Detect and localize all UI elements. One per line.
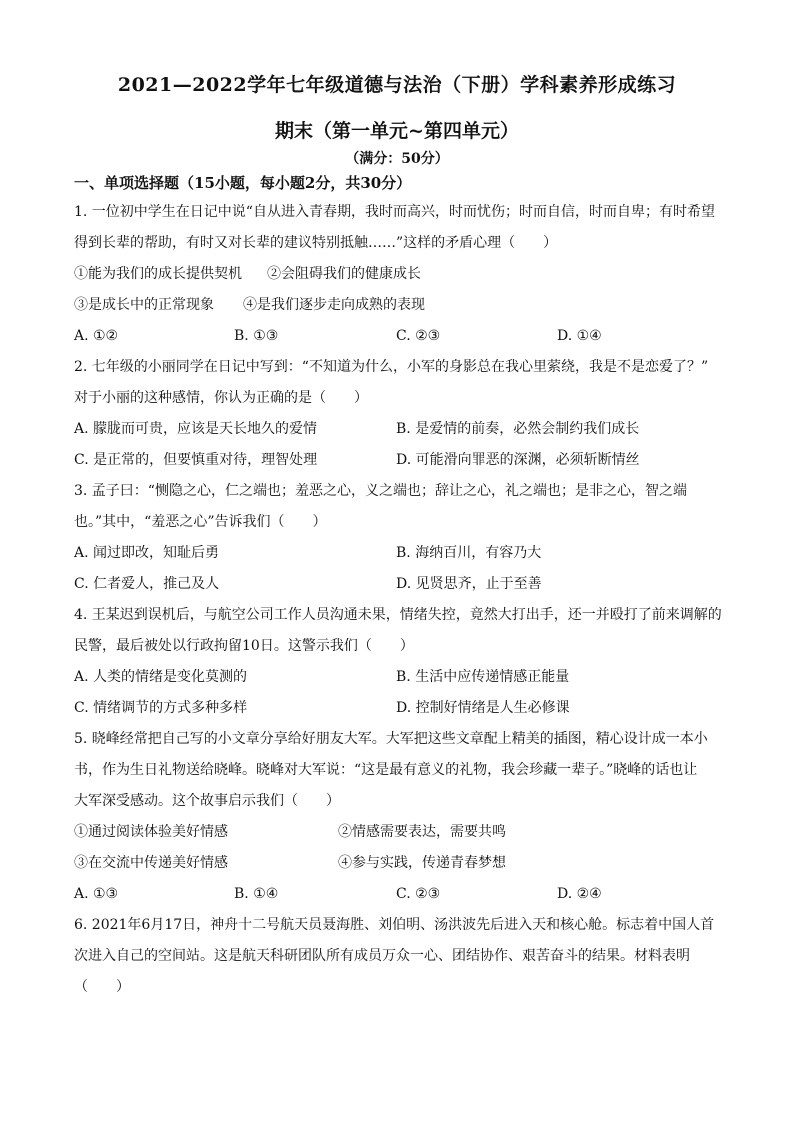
exam-subtitle: 期末（第一单元~第四单元） bbox=[275, 120, 519, 142]
q4-option-d: D. 控制好情绪是人生必修课 bbox=[396, 700, 570, 716]
q5-option-c: C. ②③ bbox=[396, 886, 441, 902]
q3-stem-line1: 3. 孟子曰：“恻隐之心，仁之端也；羞恶之心，义之端也；辞让之心，礼之端也；是非之心，智之端 bbox=[74, 483, 687, 499]
q2-option-c: C. 是正常的，但要慎重对待，理智处理 bbox=[74, 452, 318, 468]
q1-stem-line1: 1. 一位初中学生在日记中说“自从进入青春期，我时而高兴，时而忧伤；时而自信，时而自卑；有时希望 bbox=[74, 204, 715, 220]
q4-option-b: B. 生活中应传递情感正能量 bbox=[396, 669, 570, 685]
q1-stem-line2: 得到长辈的帮助，有时又对长辈的建议特别抵触……”这样的矛盾心理（ ） bbox=[74, 235, 558, 251]
q5-stem-line1: 5. 晓峰经常把自己写的小文章分享给好朋友大军。大军把这些文章配上精美的插图，精心设计成一本小 bbox=[74, 731, 708, 747]
q4-option-c: C. 情绪调节的方式多种多样 bbox=[74, 700, 248, 716]
q3-option-d: D. 见贤思齐，止于至善 bbox=[396, 576, 542, 592]
q3-stem-line2: 也。”其中，“羞恶之心”告诉我们（ ） bbox=[74, 514, 327, 530]
q1-statement-1: ①能为我们的成长提供契机 bbox=[74, 266, 242, 282]
q1-statement-4: ④是我们逐步走向成熟的表现 bbox=[243, 297, 425, 313]
q2-stem-line2: 对于小丽的这种感情，你认为正确的是（ ） bbox=[74, 390, 368, 406]
q5-stem-line2: 书，作为生日礼物送给晓峰。晓峰对大军说：“这是最有意义的礼物，我会珍藏一辈子。”晓峰的话也让 bbox=[74, 762, 698, 778]
q2-option-a: A. 朦胧而可贵，应该是天长地久的爱情 bbox=[74, 421, 318, 437]
q4-stem-line1: 4. 王某迟到误机后，与航空公司工作人员沟通未果，情绪失控，竟然大打出手，还一并殴打了前来调解的 bbox=[74, 607, 722, 623]
q5-statement-4: ④参与实践，传递青春梦想 bbox=[338, 855, 506, 871]
q6-stem-line1: 6. 2021年6月17日，神舟十二号航天员聂海胜、刘伯明、汤洪波先后进入天和核心舱。标志着中国人首 bbox=[74, 917, 715, 933]
q3-option-b: B. 海纳百川，有容乃大 bbox=[396, 545, 542, 561]
q1-statement-3: ③是成长中的正常现象 bbox=[74, 297, 214, 313]
q5-option-d: D. ②④ bbox=[557, 886, 602, 902]
q5-statement-3: ③在交流中传递美好情感 bbox=[74, 855, 228, 871]
q1-option-c: C. ②③ bbox=[396, 328, 441, 344]
q1-option-b: B. ①③ bbox=[234, 328, 279, 344]
q5-statement-1: ①通过阅读体验美好情感 bbox=[74, 824, 228, 840]
q2-option-b: B. 是爱情的前奏，必然会制约我们成长 bbox=[396, 421, 640, 437]
q3-option-c: C. 仁者爱人，推己及人 bbox=[74, 576, 220, 592]
q1-option-a: A. ①② bbox=[74, 328, 119, 344]
q5-option-a: A. ①③ bbox=[74, 886, 119, 902]
q6-stem-line2: 次进入自己的空间站。这是航天科研团队所有成员万众一心、团结协作、艰苦奋斗的结果。材料表明 bbox=[74, 948, 690, 964]
q4-stem-line2: 民警，最后被处以行政拘留10日。这警示我们（ ） bbox=[74, 638, 414, 654]
q2-stem-line1: 2. 七年级的小丽同学在日记中写到：“不知道为什么，小军的身影总在我心里萦绕，我是不是恋爱了？” bbox=[74, 359, 709, 375]
q3-option-a: A. 闻过即改，知耻后勇 bbox=[74, 545, 220, 561]
q1-statement-2: ②会阻碍我们的健康成长 bbox=[267, 266, 421, 282]
score-note: （满分：50分） bbox=[345, 151, 449, 167]
q5-statement-2: ②情感需要表达，需要共鸣 bbox=[338, 824, 506, 840]
q5-option-b: B. ①④ bbox=[234, 886, 279, 902]
q5-stem-line3: 大军深受感动。这个故事启示我们（ ） bbox=[74, 793, 340, 809]
q1-option-d: D. ①④ bbox=[557, 328, 602, 344]
q6-stem-line3: （ ） bbox=[74, 979, 130, 995]
section-heading: 一、单项选择题（15小题，每小题2分，共30分） bbox=[74, 174, 412, 192]
q2-option-d: D. 可能滑向罪恶的深渊，必须斩断情丝 bbox=[396, 452, 640, 468]
exam-title: 2021—2022学年七年级道德与法治（下册）学科素养形成练习 bbox=[117, 74, 677, 96]
q4-option-a: A. 人类的情绪是变化莫测的 bbox=[74, 669, 248, 685]
